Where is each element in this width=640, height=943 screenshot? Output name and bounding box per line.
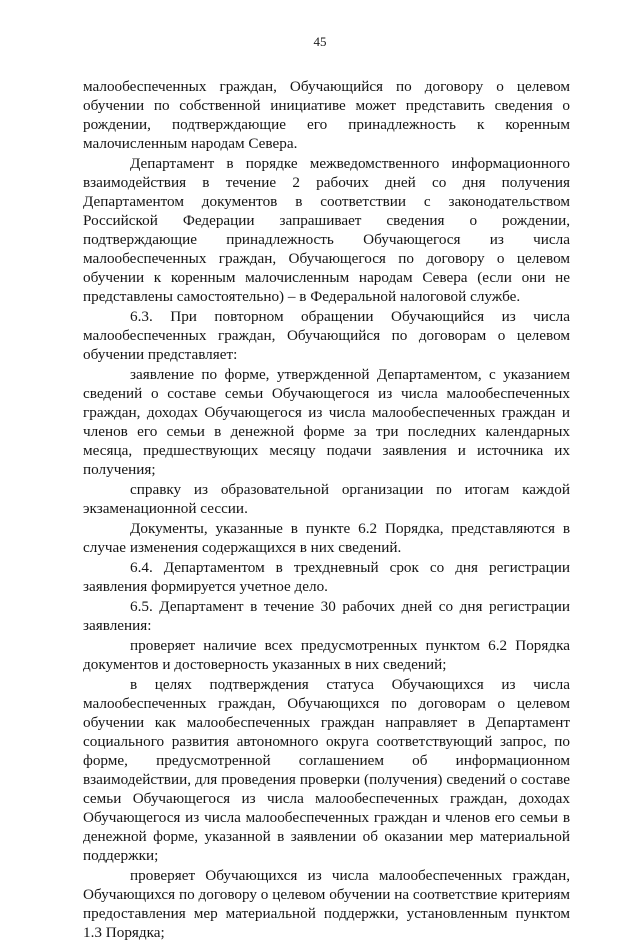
paragraph-continuation: малообеспеченных граждан, Обучающийся по договору о целевом обучении по собственной инициативе может представить сведения о рождении, подтверждающие его принадлежность к коренным малочисленным народам Севера. xyxy=(83,78,570,152)
paragraph-status-confirmation: в целях подтверждения статуса Обучающихся из числа малообеспеченных граждан, Обучающихся по договорам о целевом обучении как малообеспеченных граждан направляет в Департамент социального развития автономного округа соответствующий запрос, по форме, предусмотренной соглашением об информационном взаимодействии, для проведения проверки (получения) сведений о составе семьи Обучающегося из числа малообеспеченных граждан, доходах Обучающегося из числа малообеспеченных граждан и членов его семьи в денежной форме, указанной в заявлении об оказании мер материальной поддержки; xyxy=(83,676,570,864)
paragraph-6-3: 6.3. При повторном обращении Обучающийся из числа малообеспеченных граждан, Обучающийся по договорам о целевом обучении представляет: xyxy=(83,308,570,363)
document-body xyxy=(83,77,570,943)
page-number: 45 xyxy=(313,34,327,49)
paragraph-certificate: справку из образовательной организации по итогам каждой экзаменационной сессии. xyxy=(83,481,570,517)
paragraph-check-documents: проверяет наличие всех предусмотренных пунктом 6.2 Порядка документов и достоверность указанных в них сведений; xyxy=(83,637,570,673)
paragraph-department-request: Департамент в порядке межведомственного информационного взаимодействия в течение 2 рабочих дней со дня получения Департаментом документов в соответствии с законодательством Российской Федерации запрашивает сведения о рождении, подтверждающие принадлежность Обучающегося из числа малообеспеченных граждан, Обучающегося по договору о целевом обучении к коренным малочисленным народам Севера (если они не представлены самостоятельно) – в Федеральной налоговой службе. xyxy=(83,155,570,305)
paragraph-check-criteria: проверяет Обучающихся из числа малообеспеченных граждан, Обучающихся по договору о целевом обучении на соответствие критериям предоставления мер материальной поддержки, установленным пунктом 1.3 Порядка; xyxy=(83,867,570,941)
paragraph-6-5: 6.5. Департамент в течение 30 рабочих дней со дня регистрации заявления: xyxy=(83,598,570,634)
paragraph-application-form: заявление по форме, утвержденной Департаментом, с указанием сведений о составе семьи Обучающегося из числа малообеспеченных граждан, доходах Обучающегося из числа малообеспеченных граждан и членов его семьи в денежной форме за три последних календарных месяца, предшествующих месяцу подачи заявления и источника их получения; xyxy=(83,366,570,478)
paragraph-documents-changes: Документы, указанные в пункте 6.2 Порядка, представляются в случае изменения содержащихся в них сведений. xyxy=(83,520,570,556)
paragraph-6-4: 6.4. Департаментом в трехдневный срок со дня регистрации заявления формируется учетное дело. xyxy=(83,559,570,595)
